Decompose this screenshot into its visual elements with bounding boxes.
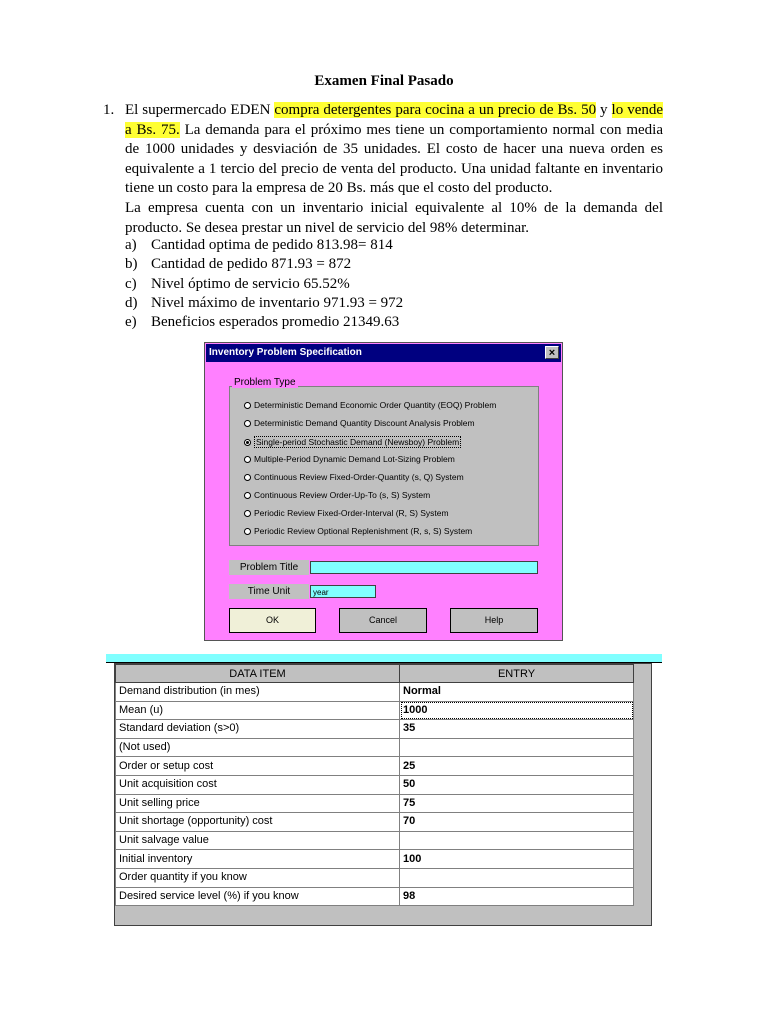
answer-label: c)	[125, 275, 137, 292]
problem-paragraph-1	[125, 101, 663, 199]
option-lot-sizing[interactable]	[244, 454, 455, 464]
entry-cell[interactable]: 50	[400, 775, 634, 794]
table-row	[116, 683, 634, 702]
table-row	[116, 701, 634, 720]
answer-item	[125, 255, 403, 274]
radio-icon[interactable]	[244, 474, 251, 481]
table-row	[116, 887, 634, 906]
cancel-button[interactable]: Cancel	[339, 608, 427, 633]
problem-number: 1.	[103, 102, 115, 118]
table-row	[116, 775, 634, 794]
answer-list	[125, 236, 403, 332]
radio-icon[interactable]	[244, 510, 251, 517]
column-header-entry: ENTRY	[400, 665, 634, 683]
highlight-selling-price: lo vende a Bs. 75.	[125, 102, 664, 138]
option-rs-system[interactable]	[244, 508, 449, 518]
data-entry-table	[115, 664, 634, 906]
time-unit-input[interactable]: year	[310, 585, 376, 598]
inventory-spec-dialog	[204, 342, 563, 641]
p1-text-a: El supermercado EDEN	[125, 102, 275, 118]
radio-icon[interactable]	[244, 402, 251, 409]
entry-cell[interactable]	[400, 738, 634, 757]
radio-icon[interactable]	[244, 492, 251, 499]
option-label: Periodic Review Optional Replenishment (R, s, S) System	[254, 526, 473, 536]
entry-cell[interactable]: 35	[400, 720, 634, 739]
entry-cell[interactable]: 70	[400, 813, 634, 832]
table-row	[116, 738, 634, 757]
answer-label: d)	[125, 294, 138, 311]
problem-type-label: Problem Type	[234, 377, 296, 388]
option-label: Periodic Review Fixed-Order-Interval (R, S) System	[254, 508, 449, 518]
answer-item	[125, 294, 403, 313]
data-item-cell: Unit acquisition cost	[116, 775, 400, 794]
time-unit-label: Time Unit	[229, 584, 309, 599]
data-item-cell: Demand distribution (in mes)	[116, 683, 400, 702]
close-button[interactable]	[545, 346, 559, 359]
answer-label: b)	[125, 256, 138, 273]
data-item-cell: Unit shortage (opportunity) cost	[116, 813, 400, 832]
table-row	[116, 831, 634, 850]
data-item-cell: Unit salvage value	[116, 831, 400, 850]
entry-cell[interactable]: 98	[400, 887, 634, 906]
option-label: Multiple-Period Dynamic Demand Lot-Sizing Problem	[254, 454, 455, 464]
option-label: Single-period Stochastic Demand (Newsboy) Problem	[256, 437, 460, 447]
answer-item	[125, 313, 403, 332]
table-row	[116, 868, 634, 887]
table-row	[116, 757, 634, 776]
problem-statement	[103, 101, 663, 238]
table-row	[116, 850, 634, 869]
dialog-titlebar[interactable]	[206, 344, 561, 362]
answer-text: Nivel máximo de inventario 971.93 = 972	[151, 294, 404, 311]
option-sq-system[interactable]	[244, 472, 464, 482]
data-item-cell: (Not used)	[116, 738, 400, 757]
radio-icon[interactable]	[244, 420, 251, 427]
data-item-cell: Desired service level (%) if you know	[116, 887, 400, 906]
p1-text-b: y	[596, 102, 612, 118]
close-icon: ×	[548, 347, 556, 359]
answer-text: Nivel óptimo de servicio 65.52%	[151, 275, 350, 292]
option-label: Continuous Review Order-Up-To (s, S) System	[254, 490, 431, 500]
problem-paragraph-2: La empresa cuenta con un inventario inicial equivalente al 10% de la demanda del producto. Se desea prestar un nivel de servicio del 98% determinar.	[125, 199, 663, 236]
option-quantity-discount[interactable]	[244, 418, 475, 428]
answer-label: e)	[125, 314, 137, 331]
entry-cell[interactable]: 25	[400, 757, 634, 776]
radio-selected-icon[interactable]	[244, 439, 251, 446]
entry-cell[interactable]	[400, 868, 634, 887]
data-item-cell: Standard deviation (s>0)	[116, 720, 400, 739]
dialog-title: Inventory Problem Specification	[209, 347, 362, 358]
answer-text: Beneficios esperados promedio 21349.63	[151, 314, 400, 331]
ok-button[interactable]: OK	[229, 608, 316, 633]
entry-cell[interactable]: 100	[400, 850, 634, 869]
entry-cell[interactable]: 75	[400, 794, 634, 813]
data-item-cell: Unit selling price	[116, 794, 400, 813]
option-ss-system[interactable]	[244, 490, 430, 500]
document-title: Examen Final Pasado	[314, 73, 454, 89]
option-label: Continuous Review Fixed-Order-Quantity (s, Q) System	[254, 472, 464, 482]
highlight-purchase-price: compra detergentes para cocina a un precio de Bs. 50	[274, 102, 597, 118]
answer-text: Cantidad de pedido 871.93 = 872	[151, 256, 352, 273]
radio-icon[interactable]	[244, 528, 251, 535]
option-label: Deterministic Demand Quantity Discount Analysis Problem	[254, 418, 475, 428]
p1-text-c: La demanda para el próximo mes tiene un comportamiento normal con media de 1000 unidades y desviación de 35 unidades. El costo de hacer una nueva orden es equivalente a 1 tercio del precio de venta del producto. Una unidad faltante en inventario tiene un costo para la empresa de 20 Bs. más que el costo del producto.	[125, 121, 664, 197]
entry-cell[interactable]: 1000	[400, 701, 634, 720]
answer-text: Cantidad optima de pedido 813.98= 814	[151, 237, 393, 253]
answer-label: a)	[125, 237, 137, 253]
data-item-cell: Order or setup cost	[116, 757, 400, 776]
help-button[interactable]: Help	[450, 608, 538, 633]
option-label: Deterministic Demand Economic Order Quantity (EOQ) Problem	[254, 400, 497, 410]
entry-cell[interactable]	[400, 831, 634, 850]
data-item-cell: Order quantity if you know	[116, 868, 400, 887]
entry-cell[interactable]: Normal	[400, 683, 634, 702]
radio-icon[interactable]	[244, 456, 251, 463]
toolbar-strip	[106, 654, 662, 663]
problem-title-input[interactable]	[310, 561, 538, 574]
answer-item	[125, 236, 403, 255]
table-row	[116, 813, 634, 832]
column-header-data-item: DATA ITEM	[116, 665, 400, 683]
option-eoq[interactable]	[244, 400, 496, 410]
data-item-cell: Mean (u)	[116, 701, 400, 720]
data-item-cell: Initial inventory	[116, 850, 400, 869]
table-row	[116, 720, 634, 739]
problem-title-label: Problem Title	[229, 560, 309, 575]
answer-item	[125, 275, 403, 294]
problem-type-group	[229, 386, 539, 546]
option-rss-system[interactable]	[244, 526, 472, 536]
table-row	[116, 794, 634, 813]
option-newsboy[interactable]	[244, 436, 461, 448]
